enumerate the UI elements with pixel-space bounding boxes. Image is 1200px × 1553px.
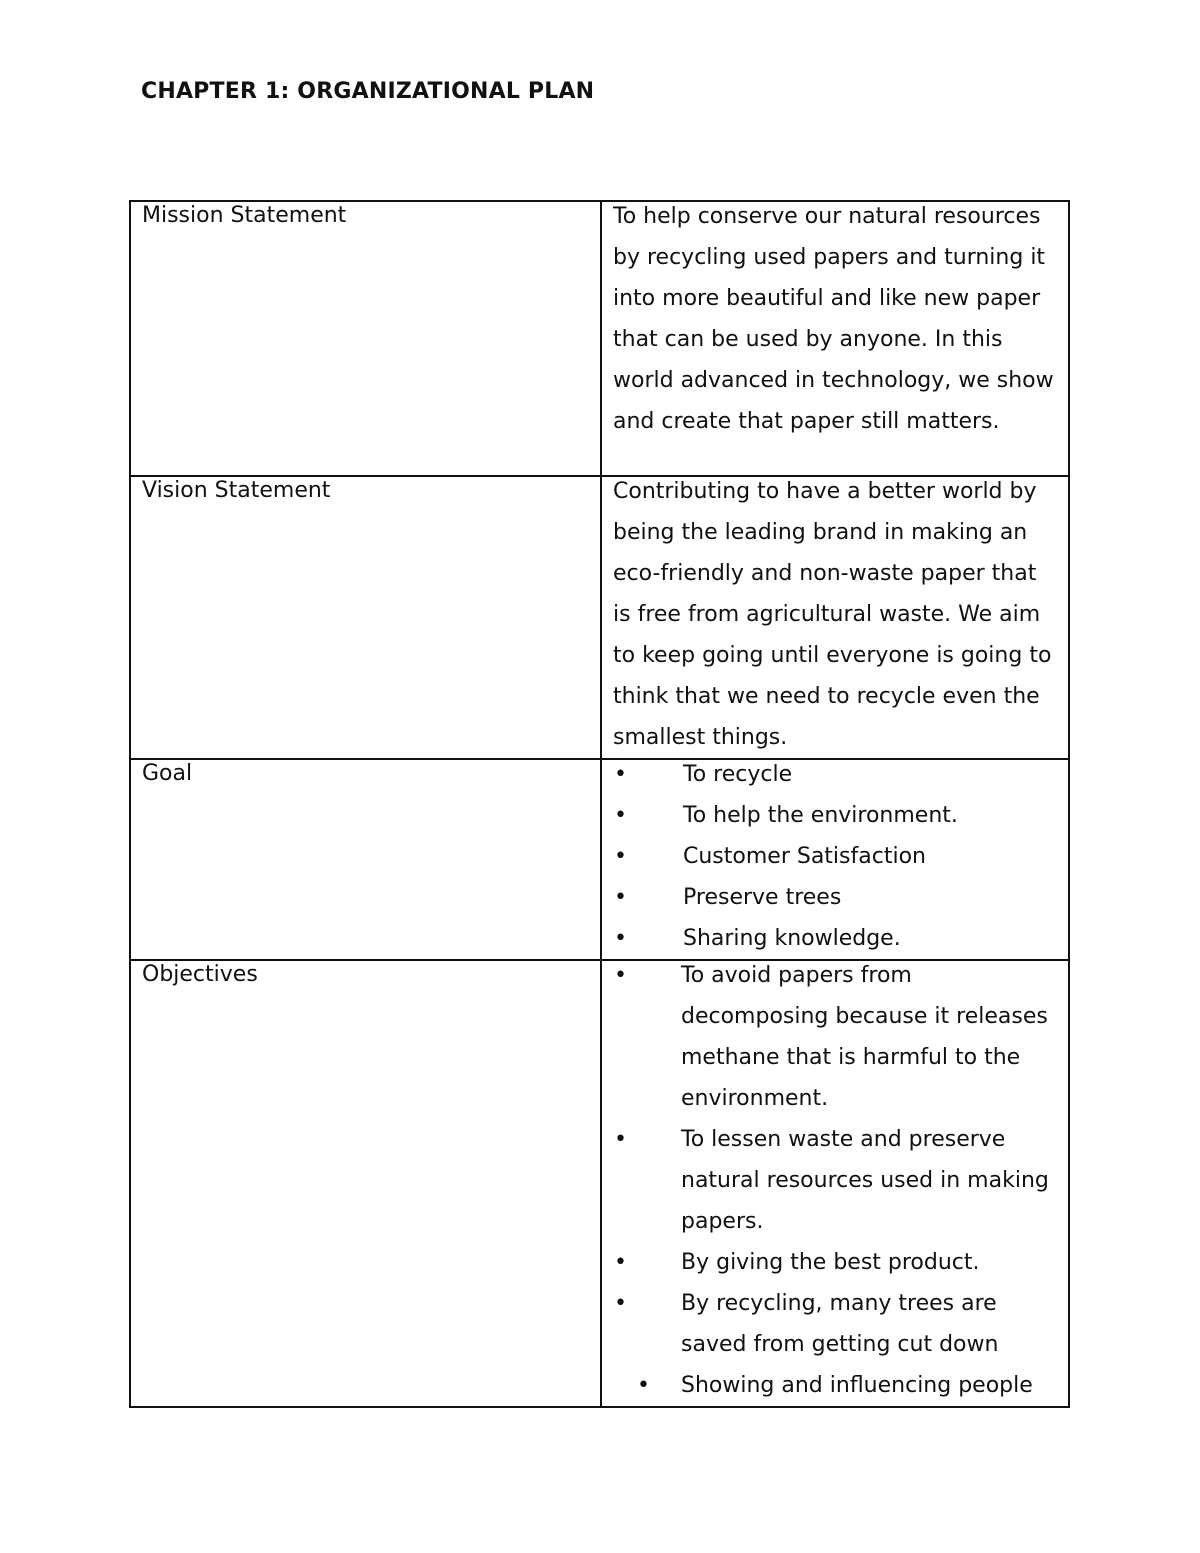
vision-text: Contributing to have a better world by being the leading brand in making an eco-friendly and non-waste paper that is free from agricultural waste. We aim to keep going until everyone is going to think that we need to recycle even the smallest things. xyxy=(613,479,1052,750)
objective-item-text: By giving the best product. xyxy=(681,1250,980,1275)
table-row-goal xyxy=(130,759,1069,960)
vision-label: Vision Statement xyxy=(142,478,331,503)
page-title: CHAPTER 1: ORGANIZATIONAL PLAN xyxy=(141,79,595,104)
goal-item-text: To help the environment. xyxy=(683,803,958,828)
objectives-label: Objectives xyxy=(142,962,258,987)
mission-text-cell xyxy=(601,201,1069,476)
list-item xyxy=(602,955,1068,1119)
list-item xyxy=(602,754,1068,795)
objectives-list xyxy=(602,955,1068,1406)
list-item xyxy=(602,877,1068,918)
bullet-icon: • xyxy=(614,1127,627,1152)
objective-item-text: To avoid papers from decomposing because it releases methane that is harmful to the environment. xyxy=(681,963,1048,1111)
bullet-icon: • xyxy=(637,1373,650,1398)
organizational-plan-table xyxy=(129,200,1070,1408)
list-item xyxy=(602,836,1068,877)
goal-item-text: Preserve trees xyxy=(683,885,842,910)
table-row-mission xyxy=(130,201,1069,476)
list-item xyxy=(602,1365,1068,1406)
goal-item-text: Customer Satisfaction xyxy=(683,844,926,869)
goal-list-cell xyxy=(601,759,1069,960)
objective-item-text: To lessen waste and preserve natural resources used in making papers. xyxy=(681,1127,1049,1234)
objectives-list-cell xyxy=(601,960,1069,1407)
bullet-icon: • xyxy=(614,1291,627,1316)
bullet-icon: • xyxy=(614,844,627,869)
mission-label: Mission Statement xyxy=(142,203,347,228)
objective-item-text: Showing and influencing people xyxy=(681,1373,1033,1398)
goal-item-text: Sharing knowledge. xyxy=(683,926,901,951)
vision-text-cell xyxy=(601,476,1069,759)
objective-item-text: By recycling, many trees are saved from getting cut down xyxy=(681,1291,999,1357)
bullet-icon: • xyxy=(614,1250,627,1275)
list-item xyxy=(602,918,1068,959)
bullet-icon: • xyxy=(614,762,627,787)
goal-list xyxy=(602,754,1068,959)
objectives-label-cell xyxy=(130,960,601,1407)
vision-label-cell xyxy=(130,476,601,759)
table-row-vision xyxy=(130,476,1069,759)
goal-label-cell xyxy=(130,759,601,960)
bullet-icon: • xyxy=(614,926,627,951)
goal-label: Goal xyxy=(142,761,193,786)
mission-label-cell xyxy=(130,201,601,476)
list-item xyxy=(602,1242,1068,1283)
goal-item-text: To recycle xyxy=(683,762,793,787)
bullet-icon: • xyxy=(614,963,627,988)
list-item xyxy=(602,1119,1068,1242)
mission-text: To help conserve our natural resources by recycling used papers and turning it into more beautiful and like new paper that can be used by anyone. In this world advanced in technology, we show and create that paper still matters. xyxy=(613,204,1054,434)
bullet-icon: • xyxy=(614,803,627,828)
list-item xyxy=(602,1283,1068,1365)
table-row-objectives xyxy=(130,960,1069,1407)
bullet-icon: • xyxy=(614,885,627,910)
list-item xyxy=(602,795,1068,836)
